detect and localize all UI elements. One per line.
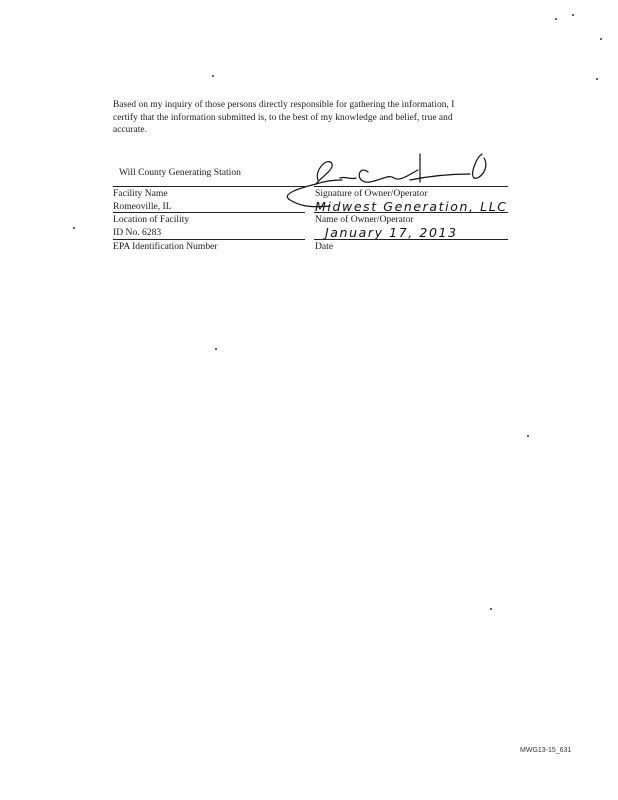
location-value: Romeoville, IL (113, 201, 172, 212)
signature-label: Signature of Owner/Operator (315, 188, 428, 199)
scan-speck (527, 435, 529, 437)
owner-name-handwritten: Midwest Generation, LLC (315, 199, 508, 214)
certification-line-2: certify that the information submitted is, to the best of my knowledge and belief, true and (113, 112, 453, 123)
facility-name-label: Facility Name (113, 188, 168, 199)
certification-statement (113, 99, 513, 137)
owner-name-label: Name of Owner/Operator (315, 214, 414, 225)
id-value: ID No. 6283 (113, 227, 162, 238)
date-rule (314, 239, 508, 240)
certification-line-1: Based on my inquiry of those persons directly responsible for gathering the information, I (113, 100, 455, 110)
location-label: Location of Facility (113, 214, 190, 225)
page-identifier: MWG13-15_631 (520, 747, 572, 754)
scan-speck (600, 38, 602, 40)
scan-speck (596, 78, 598, 80)
signature-rule (314, 186, 508, 187)
owner-name-rule (314, 212, 508, 213)
date-handwritten: January 17, 2013 (325, 225, 458, 240)
scan-speck (490, 608, 492, 610)
id-label: EPA Identification Number (113, 241, 218, 252)
date-label: Date (315, 241, 334, 252)
scan-speck (555, 18, 557, 20)
scan-speck (212, 75, 214, 77)
scan-speck (572, 14, 574, 16)
id-rule (113, 239, 305, 240)
scan-speck (215, 348, 217, 350)
scan-speck (73, 227, 75, 229)
certification-line-3: accurate. (113, 125, 148, 136)
facility-name-value: Will County Generating Station (119, 167, 241, 178)
